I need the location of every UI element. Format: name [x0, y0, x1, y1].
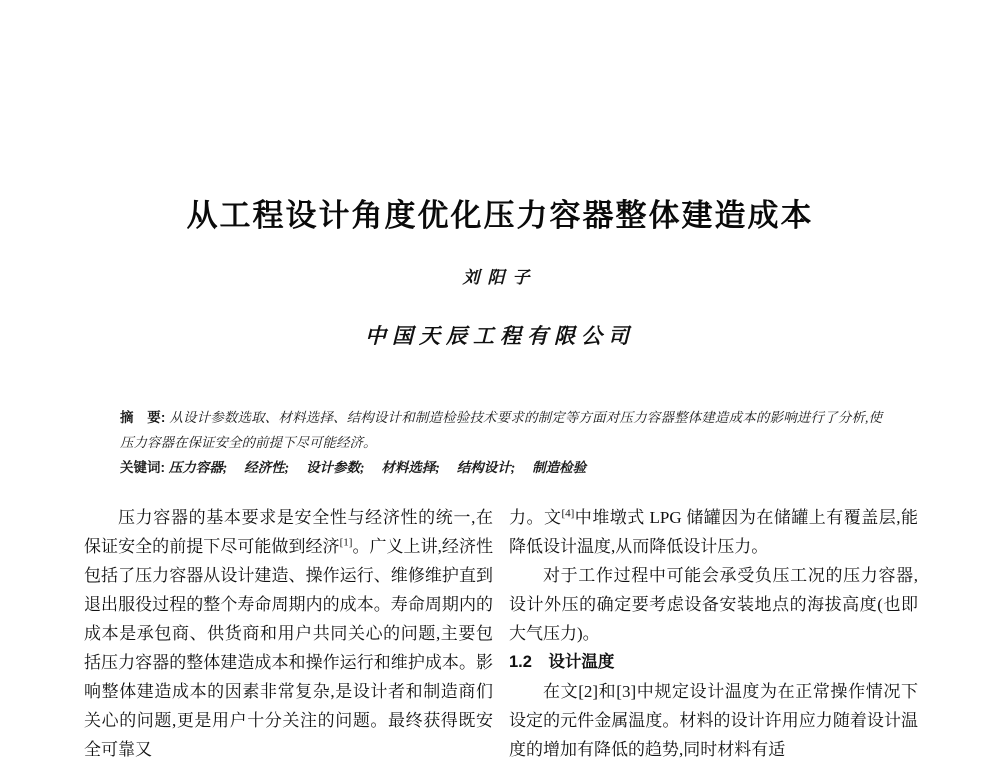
- column-left: [84, 503, 493, 760]
- author-name: 刘阳子: [462, 268, 538, 287]
- abstract-line: [120, 405, 882, 455]
- body-paragraph: 力。文[4]中堆墩式 LPG 储罐因为在储罐上有覆盖层,能降低设计温度,从而降低设计压力。: [509, 507, 919, 556]
- keywords-line: [120, 455, 882, 480]
- body-columns: [84, 503, 918, 760]
- affiliation: 中国天辰工程有限公司: [365, 324, 635, 348]
- column-right: [509, 503, 918, 760]
- body-paragraph: 在文[2]和[3]中规定设计温度为在正常操作情况下设定的元件金属温度。材料的设计许用应力随着设计温度的增加有降低的趋势,同时材料有适: [509, 682, 918, 759]
- keywords-text: 压力容器; 经济性; 设计参数; 材料选择; 结构设计; 制造检验: [168, 460, 587, 475]
- keywords-label: 关键词:: [120, 460, 169, 475]
- abstract-text: 从设计参数选取、材料选择、结构设计和制造检验技术要求的制定等方面对压力容器整体建造成本的影响进行了分析,使压力容器在保证安全的前提下尽可能经济。: [120, 410, 882, 450]
- citation-superscript: [1]: [339, 536, 353, 549]
- abstract-label: 摘 要:: [120, 410, 170, 425]
- body-paragraph: 对于工作过程中可能会承受负压工况的压力容器,设计外压的确定要考虑设备安装地点的海拔高度(也即大气压力)。: [509, 566, 918, 643]
- paper-title: 从工程设计角度优化压力容器整体建造成本: [186, 198, 814, 233]
- section-heading: 1.2 设计温度: [509, 653, 615, 671]
- abstract-section: [120, 405, 882, 480]
- body-paragraph: 压力容器的基本要求是安全性与经济性的统一,在保证安全的前提下尽可能做到经济[1]。广义上讲,经济性包括了压力容器从设计建造、操作运行、维修维护直到退出服役过程的整个寿命周期内的成本。寿命周期内的成本是承包商、供货商和用户共同关心的问题,主要包括压力容器的整体建造成本和操作运行和维护成本。影响整体建造成本的因素非常复杂,是设计者和制造商们关心的问题,更是用户十分关注的问题。最终获得既安全可靠又: [84, 508, 494, 759]
- citation-superscript: [4]: [561, 507, 575, 520]
